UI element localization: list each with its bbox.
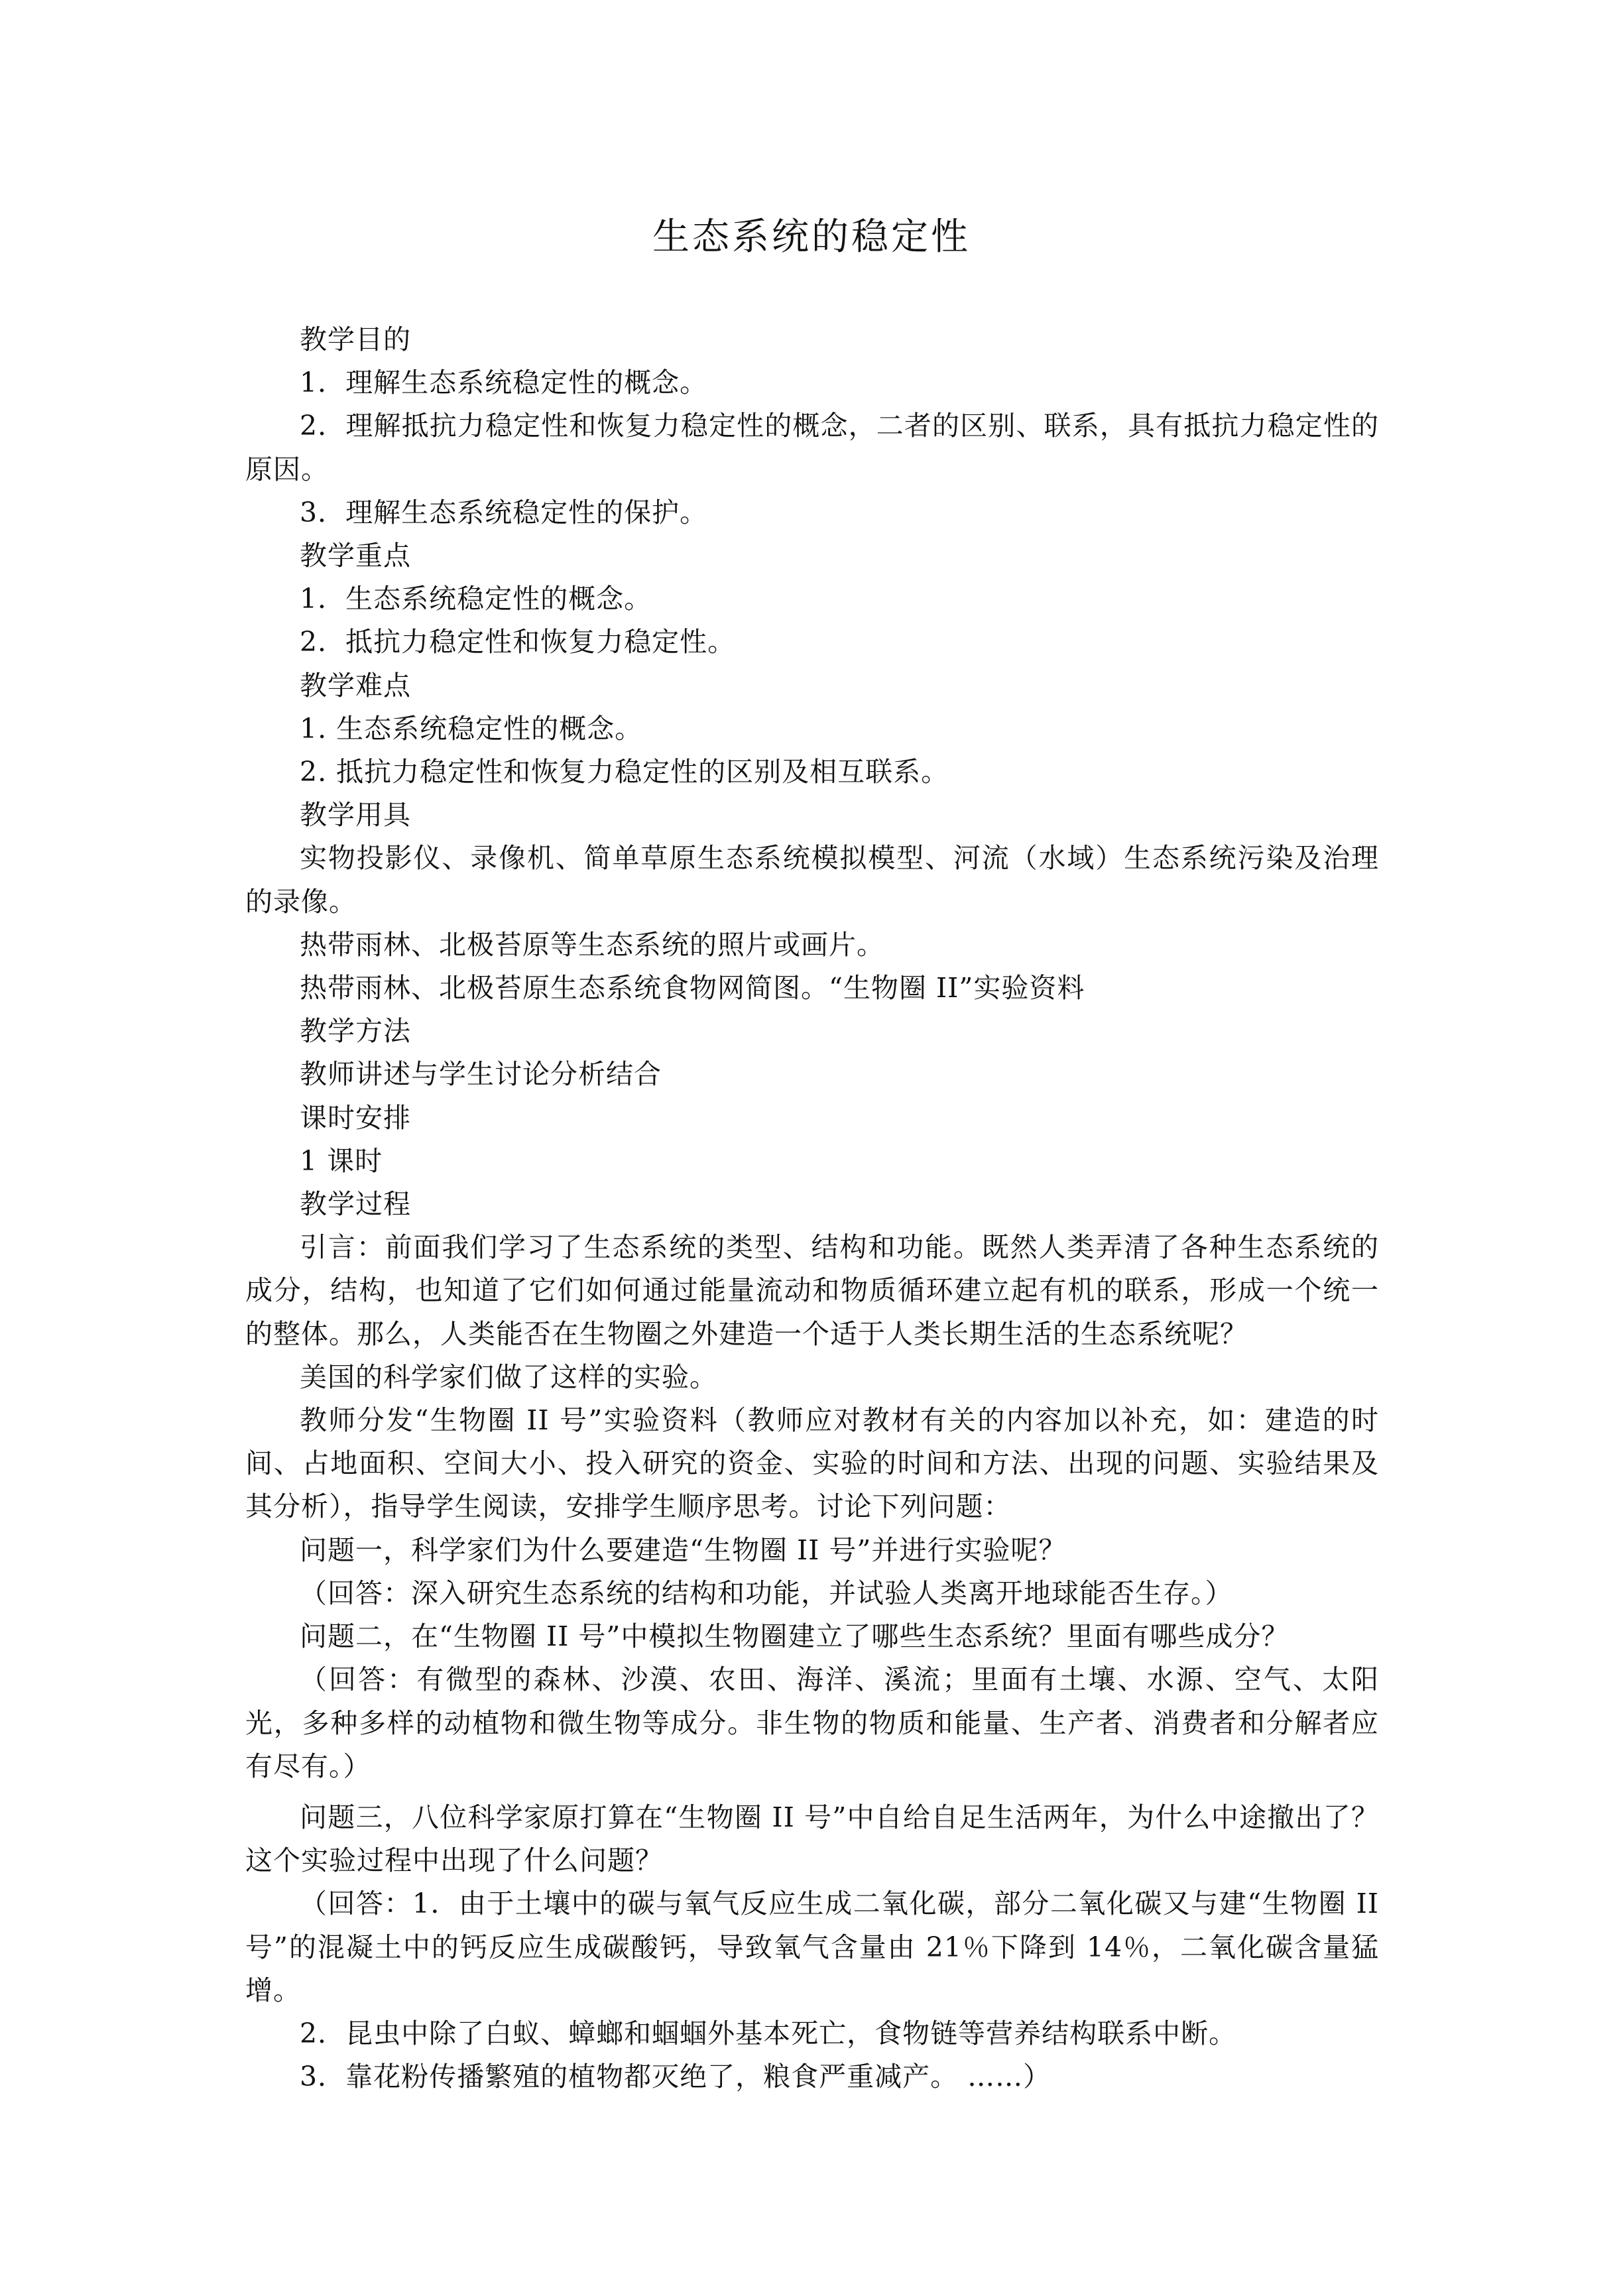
section-heading-tools: 教学用具 — [300, 799, 411, 831]
process-paragraph: 美国的科学家们做了这样的实验。 — [300, 1360, 717, 1393]
objective-item: 2．理解抵抗力稳定性和恢复力稳定性的概念，二者的区别、联系，具有抵抗力稳定性的原因。 — [245, 410, 1379, 485]
section-heading-difficulties: 教学难点 — [300, 669, 411, 701]
section-heading-process: 教学过程 — [300, 1188, 411, 1221]
process-paragraph: 引言：前面我们学习了生态系统的类型、结构和功能。既然人类弄清了各种生态系统的成分，结构，也知道了它们如何通过能量流动和物质循环建立起有机的联系，形成一个统一的整体。那么，人类能否在生物圈之外建造一个适于人类长期生活的生态系统呢？ — [245, 1231, 1379, 1350]
process-paragraph: 教师分发“生物圈 II 号”实验资料（教师应对教材有关的内容加以补充，如：建造的时间、占地面积、空间大小、投入研究的资金、实验的时间和方法、出现的问题、实验结果及其分析），指导学生阅读，安排学生顺序思考。讨论下列问题： — [245, 1404, 1379, 1523]
key-point-item: 1．生态系统稳定性的概念。 — [300, 583, 652, 615]
tools-item: 热带雨林、北极苔原等生态系统的照片或画片。 — [300, 928, 884, 961]
section-heading-methods: 教学方法 — [300, 1015, 411, 1048]
tools-item: 实物投影仪、录像机、简单草原生态系统模拟模型、河流（水域）生态系统污染及治理的录像。 — [245, 842, 1379, 918]
question-paragraph: 问题二，在“生物圈 II 号”中模拟生物圈建立了哪些生态系统？里面有哪些成分？ — [300, 1620, 1290, 1653]
answer-paragraph: （回答：有微型的森林、沙漠、农田、海洋、溪流；里面有土壤、水源、空气、太阳光，多种多样的动植物和微生物等成分。非生物的物质和能量、生产者、消费者和分解者应有尽有。） — [245, 1663, 1379, 1782]
answer-paragraph: 2．昆虫中除了白蚁、蟑螂和蝈蝈外基本死亡，食物链等营养结构联系中断。 — [300, 2017, 1237, 2049]
key-point-item: 2．抵抗力稳定性和恢复力稳定性。 — [300, 626, 736, 658]
document-body — [245, 318, 1379, 2098]
objective-item: 1．理解生态系统稳定性的概念。 — [300, 367, 708, 399]
difficulty-item: 1. 生态系统稳定性的概念。 — [300, 712, 643, 745]
section-heading-key-points: 教学重点 — [300, 540, 411, 572]
answer-paragraph: 3．靠花粉传播繁殖的植物都灭绝了，粮食严重减产。 ……） — [300, 2061, 1052, 2093]
answer-paragraph: （回答：深入研究生态系统的结构和功能，并试验人类离开地球能否生存。） — [300, 1577, 1233, 1609]
question-paragraph: 问题三，八位科学家原打算在“生物圈 II 号”中自给自足生活两年，为什么中途撤出了？这个实验过程中出现了什么问题？ — [245, 1801, 1379, 1877]
schedule-item: 1 课时 — [300, 1144, 383, 1177]
tools-item: 热带雨林、北极苔原生态系统食物网简图。“生物圈 II”实验资料 — [300, 972, 1085, 1004]
objective-item: 3．理解生态系统稳定性的保护。 — [300, 496, 708, 528]
methods-item: 教师讲述与学生讨论分析结合 — [300, 1058, 662, 1091]
difficulty-item: 2. 抵抗力稳定性和恢复力稳定性的区别及相互联系。 — [300, 756, 949, 788]
page-title: 生态系统的稳定性 — [652, 215, 971, 259]
question-paragraph: 问题一，科学家们为什么要建造“生物圈 II 号”并进行实验呢？ — [300, 1534, 1067, 1566]
section-heading-schedule: 课时安排 — [300, 1101, 411, 1134]
answer-paragraph: （回答：1．由于土壤中的碳与氧气反应生成二氧化碳，部分二氧化碳又与建“生物圈 II 号”的混凝土中的钙反应生成碳酸钙，导致氧气含量由 21％下降到 14％，二氧化碳含量猛增。 — [245, 1888, 1379, 2006]
section-heading-objectives: 教学目的 — [300, 324, 411, 355]
